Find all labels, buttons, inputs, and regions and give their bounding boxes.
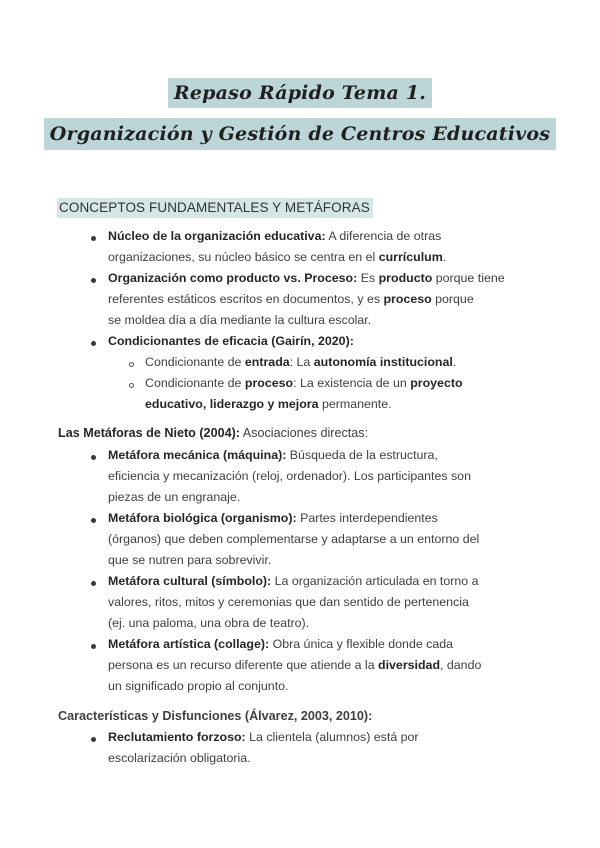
heading-bold: Las Metáforas de Nieto (2004):	[58, 426, 240, 440]
bold-proceso: proceso	[244, 376, 294, 390]
term-eficacia: Condicionantes de eficacia (Gairín, 2020):	[108, 334, 354, 348]
text: .	[452, 355, 457, 369]
metafora-mecanica-line1	[108, 447, 438, 463]
title-line-2-wrap	[0, 118, 600, 150]
metafora-cultural-line1	[108, 573, 479, 589]
bullet-icon	[91, 581, 96, 586]
list-item-nucleo-line1	[108, 228, 441, 244]
bold-producto: producto	[378, 271, 433, 285]
text: .	[442, 250, 447, 264]
metafora-biologica-line1	[108, 510, 438, 526]
text: : La existencia de un	[293, 376, 411, 390]
metafora-biologica-line3: que se nutren para sobrevivir.	[108, 553, 272, 567]
term-cultural: Metáfora cultural (símbolo):	[108, 574, 272, 588]
subsection-heading-caracteristicas: Características y Disfunciones (Álvarez, 2003, 2010):	[58, 709, 373, 723]
bullet-icon	[91, 455, 96, 460]
metafora-mecanica-line2: eficiencia y mecanización (reloj, ordenador). Los participantes son	[108, 469, 471, 483]
metafora-cultural-line2: valores, ritos, mitos y ceremonias que dan sentido de pertenencia	[108, 595, 469, 609]
bold-diversidad: diversidad	[378, 658, 441, 672]
metafora-mecanica-line3: piezas de un engranaje.	[108, 490, 241, 504]
text: La organización articulada en torno a	[271, 574, 479, 588]
circle-bullet-icon	[129, 362, 134, 367]
term-artistica: Metáfora artística (collage):	[108, 637, 270, 651]
metafora-artistica-line2	[108, 657, 481, 673]
text: Partes interdependientes	[296, 511, 438, 525]
bold-curriculum: currículum	[378, 250, 443, 264]
title-line-1-wrap	[0, 78, 600, 108]
text: persona es un recurso diferente que atiende a la	[108, 658, 379, 672]
metafora-artistica-line3: un significado propio al conjunto.	[108, 679, 289, 693]
text: Es	[357, 271, 379, 285]
sub-item-entrada	[145, 354, 456, 370]
text: A diferencia de otras	[325, 229, 442, 243]
text: La clientela (alumnos) está por	[245, 730, 419, 744]
text: porque	[431, 292, 474, 306]
reclutamiento-line1	[108, 729, 419, 745]
sub-item-proceso-line1	[145, 375, 463, 391]
list-item-producto-line3: se moldea día a día mediante la cultura escolar.	[108, 313, 372, 327]
metafora-biologica-line2: (órganos) que deben complementarse y adaptarse a un entorno del	[108, 532, 480, 546]
list-item-eficacia-line1	[108, 333, 354, 349]
document-subtitle: Organización y Gestión de Centros Educativos	[44, 118, 556, 150]
term-producto: Organización como producto vs. Proceso:	[108, 271, 358, 285]
text: organizaciones, su núcleo básico se centra en el	[108, 250, 379, 264]
circle-bullet-icon	[129, 383, 134, 388]
text: Condicionante de	[145, 355, 245, 369]
bold-proceso: proceso	[383, 292, 432, 306]
bullet-icon	[91, 341, 96, 346]
text: Búsqueda de la estructura,	[286, 448, 438, 462]
term-biologica: Metáfora biológica (organismo):	[108, 511, 297, 525]
sub-item-proceso-line2	[145, 396, 392, 412]
list-item-producto-line1	[108, 270, 505, 286]
bold-proyecto: proyecto	[410, 376, 463, 390]
metafora-cultural-line3: (ej. una paloma, una obra de teatro).	[108, 616, 310, 630]
bullet-icon	[91, 518, 96, 523]
term-reclutamiento: Reclutamiento forzoso:	[108, 730, 246, 744]
bullet-icon	[91, 737, 96, 742]
bullet-icon	[91, 236, 96, 241]
heading-text: Asociaciones directas:	[239, 426, 369, 440]
reclutamiento-line2: escolarización obligatoria.	[108, 751, 251, 765]
list-item-nucleo-line2	[108, 249, 446, 265]
list-item-producto-line2	[108, 291, 474, 307]
section-heading-conceptos: CONCEPTOS FUNDAMENTALES Y METÁFORAS	[57, 198, 373, 218]
bullet-icon	[91, 278, 96, 283]
metafora-artistica-line1	[108, 636, 453, 652]
text: : La	[289, 355, 314, 369]
text: referentes estáticos escritos en documentos, y es	[108, 292, 384, 306]
text: porque tiene	[432, 271, 505, 285]
text: , dando	[440, 658, 482, 672]
text: permanente.	[318, 397, 392, 411]
document-title: Repaso Rápido Tema 1.	[168, 78, 432, 108]
bold-liderazgo: educativo, liderazgo y mejora	[145, 397, 319, 411]
term-nucleo: Núcleo de la organización educativa:	[108, 229, 326, 243]
bold-entrada: entrada	[244, 355, 290, 369]
bold-autonomia: autonomía institucional	[313, 355, 453, 369]
text: Obra única y flexible donde cada	[269, 637, 454, 651]
bullet-icon	[91, 644, 96, 649]
text: Condicionante de	[145, 376, 245, 390]
term-mecanica: Metáfora mecánica (máquina):	[108, 448, 287, 462]
subsection-heading-metaforas	[58, 425, 368, 441]
